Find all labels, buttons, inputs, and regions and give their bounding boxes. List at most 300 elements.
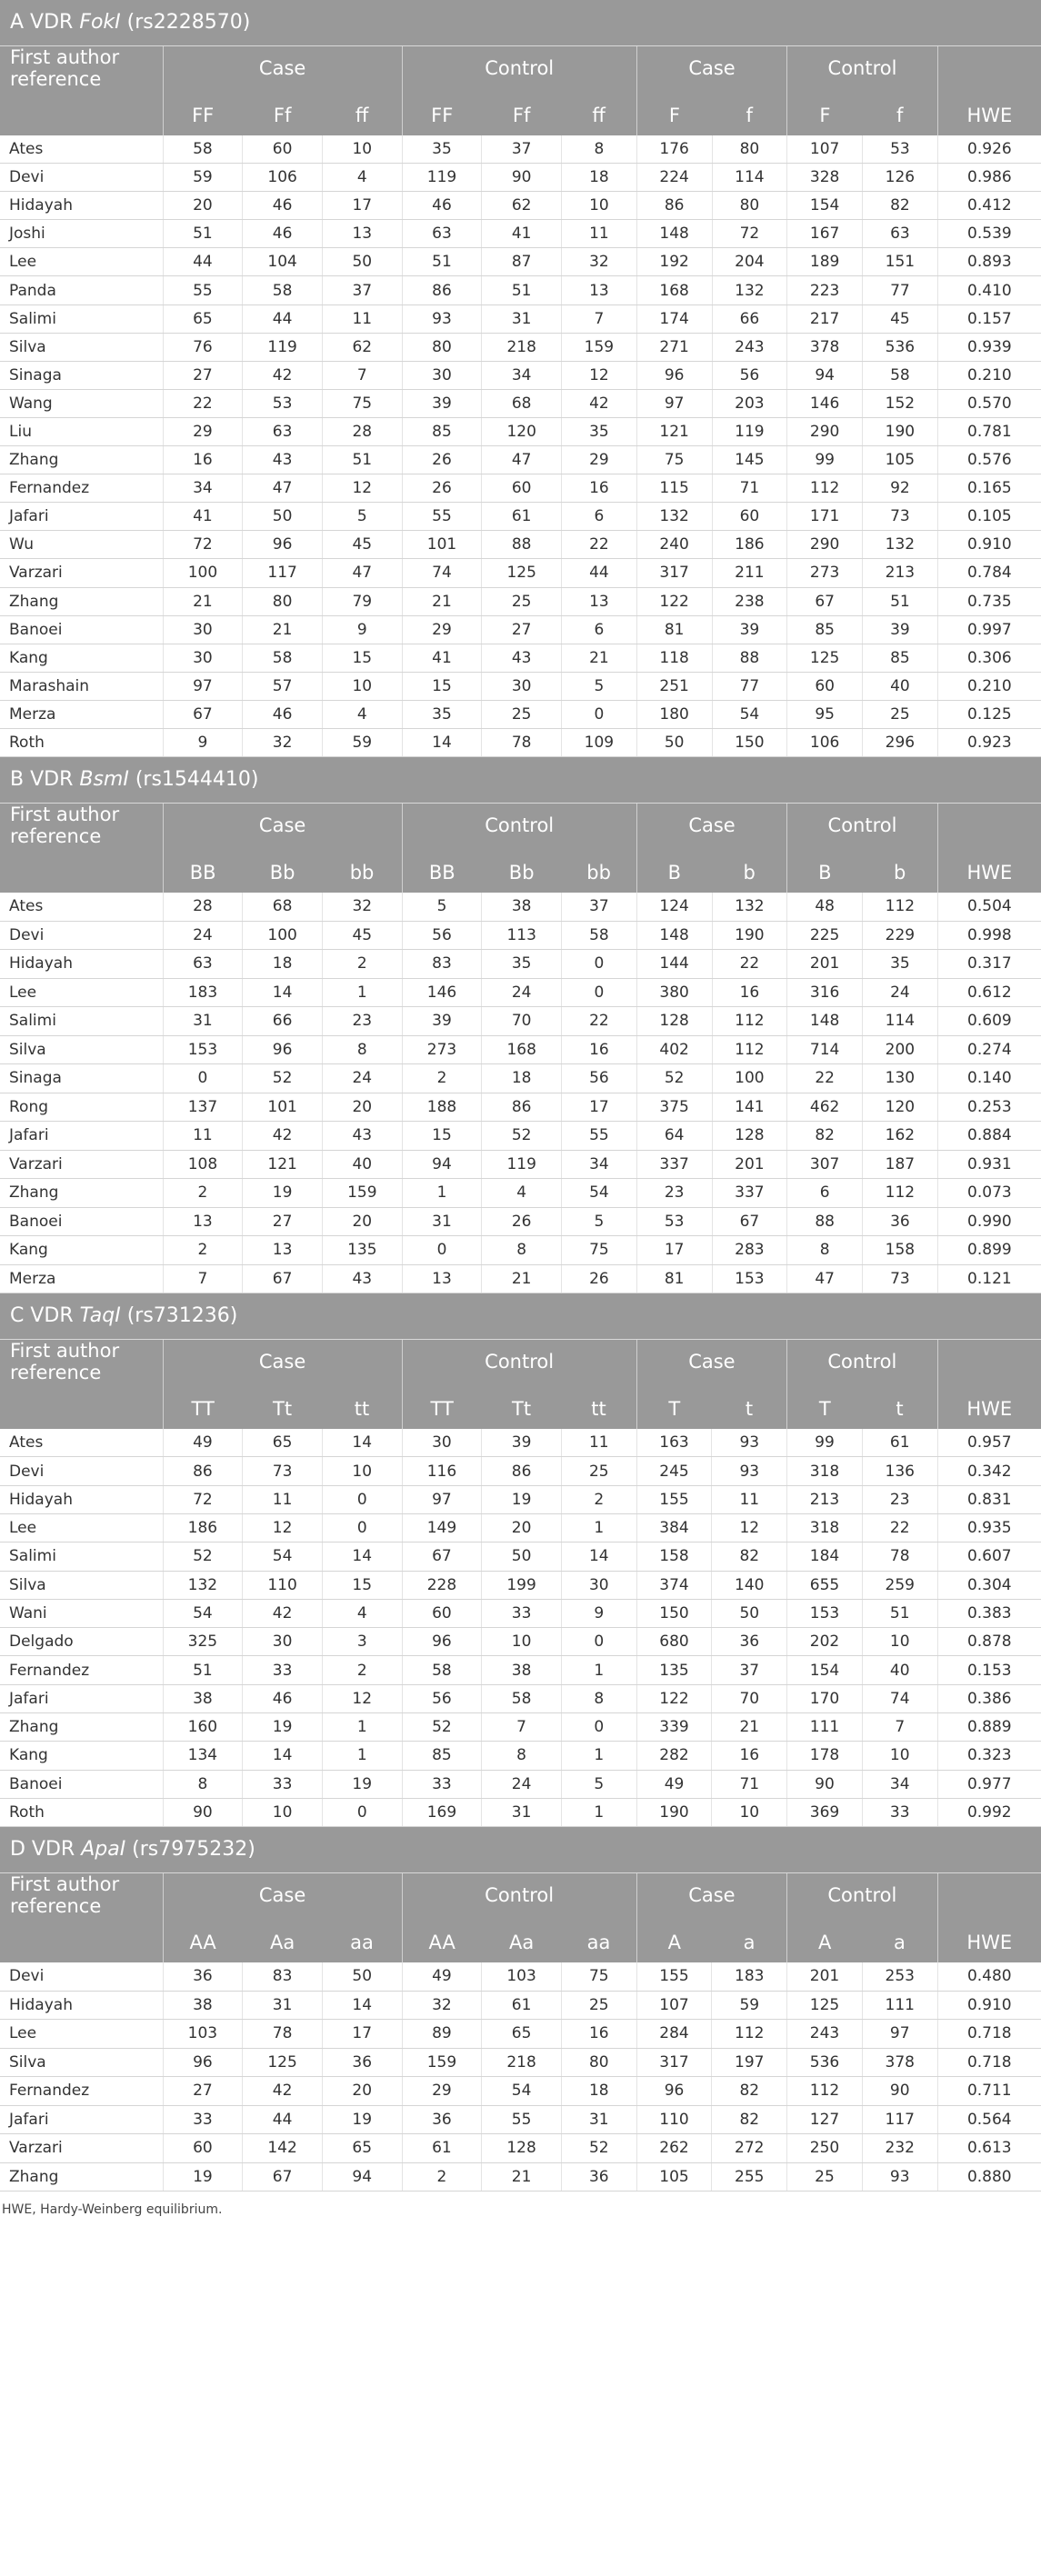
column-header: BB: [163, 847, 243, 893]
value-cell: 132: [163, 1571, 243, 1599]
author-cell: Fernandez: [0, 1656, 163, 1684]
value-cell: 14: [322, 1429, 402, 1457]
value-cell: 62: [482, 192, 562, 220]
value-cell: 57: [243, 672, 323, 700]
value-cell: 36: [561, 2162, 636, 2192]
value-cell: 325: [163, 1628, 243, 1656]
column-header: FF: [402, 90, 482, 135]
value-cell: 41: [402, 644, 482, 672]
value-cell: 106: [787, 728, 863, 756]
panel-label: A VDR: [10, 11, 80, 35]
column-header: FF: [163, 90, 243, 135]
value-cell: 60: [482, 474, 562, 503]
value-cell: 21: [243, 615, 323, 644]
value-cell: 33: [243, 1656, 323, 1684]
author-cell: Silva: [0, 333, 163, 361]
rs-id: (rs7975232): [125, 1838, 255, 1862]
value-cell: 2: [561, 1485, 636, 1513]
value-cell: 96: [636, 2077, 712, 2106]
value-cell: 61: [402, 2134, 482, 2163]
value-cell: 0.998: [937, 921, 1041, 950]
value-cell: 5: [562, 672, 637, 700]
value-cell: 52: [636, 1064, 712, 1093]
value-cell: 137: [163, 1093, 243, 1122]
value-cell: 9: [163, 728, 243, 756]
value-cell: 14: [402, 728, 482, 756]
value-cell: 163: [636, 1429, 712, 1457]
table-row: [0, 2105, 1041, 2134]
value-cell: 34: [862, 1770, 937, 1798]
value-cell: 60: [243, 135, 323, 164]
value-cell: 112: [712, 1035, 787, 1064]
value-cell: 148: [636, 921, 712, 950]
value-cell: 18: [243, 950, 323, 979]
value-cell: 97: [636, 389, 712, 417]
value-cell: 19: [482, 1485, 562, 1513]
value-cell: 0: [562, 700, 637, 728]
value-cell: 60: [787, 672, 863, 700]
value-cell: 82: [863, 192, 938, 220]
value-cell: 655: [787, 1571, 863, 1599]
value-cell: 0.831: [937, 1485, 1041, 1513]
value-cell: 6: [787, 1179, 863, 1208]
value-cell: 140: [712, 1571, 787, 1599]
value-cell: 49: [163, 1429, 243, 1457]
value-cell: 41: [163, 503, 243, 531]
value-cell: 119: [482, 1150, 562, 1179]
rs-id: (rs1544410): [128, 768, 259, 792]
value-cell: 4: [322, 1599, 402, 1627]
value-cell: 82: [787, 1122, 863, 1151]
value-cell: 61: [862, 1429, 937, 1457]
value-cell: 149: [402, 1513, 482, 1542]
table-panel: [0, 757, 1041, 1293]
value-cell: 50: [636, 728, 712, 756]
table-row: [0, 1742, 1041, 1770]
table-row: [0, 587, 1041, 615]
author-cell: Jafari: [0, 503, 163, 531]
author-cell: Devi: [0, 1962, 163, 1992]
value-cell: 63: [402, 220, 482, 248]
value-cell: 122: [636, 587, 712, 615]
value-cell: 111: [787, 1713, 863, 1742]
value-cell: 5: [562, 1207, 637, 1236]
value-cell: 10: [862, 1628, 937, 1656]
value-cell: 78: [482, 728, 562, 756]
value-cell: 42: [243, 1599, 323, 1627]
value-cell: 30: [163, 644, 243, 672]
value-cell: 0: [562, 950, 637, 979]
value-cell: 148: [636, 220, 712, 248]
value-cell: 71: [712, 474, 787, 503]
value-cell: 116: [402, 1457, 482, 1485]
value-cell: 125: [243, 2048, 323, 2077]
value-cell: 262: [636, 2134, 712, 2163]
value-cell: 46: [243, 700, 323, 728]
value-cell: 0.718: [937, 2048, 1041, 2077]
value-cell: 228: [402, 1571, 482, 1599]
value-cell: 5: [402, 893, 482, 922]
value-cell: 85: [402, 417, 482, 445]
value-cell: 188: [402, 1093, 482, 1122]
header-group: Case: [636, 45, 787, 90]
value-cell: 67: [243, 2162, 323, 2192]
value-cell: 201: [787, 950, 863, 979]
value-cell: 101: [402, 531, 482, 559]
author-cell: Varzari: [0, 2134, 163, 2163]
value-cell: 44: [243, 2105, 323, 2134]
value-cell: 135: [322, 1236, 402, 1265]
value-cell: 26: [482, 1207, 562, 1236]
value-cell: 27: [482, 615, 562, 644]
value-cell: 155: [636, 1962, 712, 1992]
value-cell: 317: [636, 559, 712, 587]
panel-title: [0, 0, 1041, 45]
value-cell: 93: [712, 1429, 787, 1457]
value-cell: 90: [787, 1770, 863, 1798]
table-row: [0, 1035, 1041, 1064]
value-cell: 22: [712, 950, 787, 979]
value-cell: 273: [787, 559, 863, 587]
header-group: Control: [402, 1339, 636, 1383]
table-row: [0, 474, 1041, 503]
value-cell: 5: [322, 503, 402, 531]
value-cell: 8: [322, 1035, 402, 1064]
value-cell: 0.711: [937, 2077, 1041, 2106]
value-cell: 38: [482, 1656, 562, 1684]
value-cell: 30: [402, 361, 482, 389]
value-cell: 0.480: [937, 1962, 1041, 1992]
value-cell: 100: [243, 921, 323, 950]
value-cell: 11: [561, 1429, 636, 1457]
column-header: F: [787, 90, 863, 135]
rs-id: (rs2228570): [120, 11, 251, 35]
value-cell: 21: [482, 2162, 562, 2192]
table-row: [0, 1684, 1041, 1712]
table-row: [0, 1236, 1041, 1265]
value-cell: 5: [561, 1770, 636, 1798]
value-cell: 76: [163, 333, 243, 361]
table-row: [0, 893, 1041, 922]
value-cell: 8: [562, 135, 637, 164]
value-cell: 34: [163, 474, 243, 503]
value-cell: 55: [482, 2105, 562, 2134]
value-cell: 45: [863, 305, 938, 333]
column-header: Bb: [482, 847, 562, 893]
value-cell: 0.899: [937, 1236, 1041, 1265]
value-cell: 318: [787, 1513, 863, 1542]
value-cell: 10: [322, 135, 402, 164]
value-cell: 318: [787, 1457, 863, 1485]
author-cell: Panda: [0, 276, 163, 305]
value-cell: 16: [712, 978, 787, 1007]
table-row: [0, 1962, 1041, 1992]
value-cell: 21: [482, 1264, 562, 1293]
value-cell: 178: [787, 1742, 863, 1770]
value-cell: 202: [787, 1628, 863, 1656]
value-cell: 369: [787, 1798, 863, 1826]
value-cell: 37: [482, 135, 562, 164]
value-cell: 183: [712, 1962, 787, 1992]
value-cell: 0.274: [937, 1035, 1041, 1064]
value-cell: 10: [322, 1457, 402, 1485]
value-cell: 63: [163, 950, 243, 979]
value-cell: 107: [636, 1991, 712, 2020]
value-cell: 17: [562, 1093, 637, 1122]
value-cell: 0.612: [937, 978, 1041, 1007]
column-header: Tt: [482, 1383, 562, 1429]
value-cell: 170: [787, 1684, 863, 1712]
value-cell: 4: [482, 1179, 562, 1208]
value-cell: 112: [712, 2020, 787, 2049]
value-cell: 63: [863, 220, 938, 248]
table-row: [0, 1485, 1041, 1513]
value-cell: 13: [322, 220, 402, 248]
value-cell: 96: [636, 361, 712, 389]
value-cell: 7: [482, 1713, 562, 1742]
value-cell: 38: [163, 1991, 243, 2020]
value-cell: 190: [863, 417, 938, 445]
value-cell: 110: [243, 1571, 323, 1599]
value-cell: 75: [322, 389, 402, 417]
value-cell: 0.317: [937, 950, 1041, 979]
value-cell: 0.878: [937, 1628, 1041, 1656]
value-cell: 8: [482, 1742, 562, 1770]
value-cell: 39: [863, 615, 938, 644]
value-cell: 217: [787, 305, 863, 333]
table-row: [0, 978, 1041, 1007]
value-cell: 105: [863, 446, 938, 474]
value-cell: 0.165: [937, 474, 1041, 503]
value-cell: 124: [636, 893, 712, 922]
table-row: [0, 446, 1041, 474]
value-cell: 43: [322, 1264, 402, 1293]
value-cell: 22: [862, 1513, 937, 1542]
value-cell: 54: [562, 1179, 637, 1208]
value-cell: 112: [787, 2077, 863, 2106]
value-cell: 10: [862, 1742, 937, 1770]
table-row: [0, 333, 1041, 361]
value-cell: 251: [636, 672, 712, 700]
value-cell: 18: [561, 2077, 636, 2106]
value-cell: 23: [322, 1007, 402, 1036]
value-cell: 50: [322, 248, 402, 276]
value-cell: 169: [402, 1798, 482, 1826]
column-header: HWE: [937, 1917, 1041, 1962]
value-cell: 110: [636, 2105, 712, 2134]
value-cell: 56: [402, 921, 482, 950]
value-cell: 90: [163, 1798, 243, 1826]
value-cell: 19: [322, 2105, 402, 2134]
value-cell: 85: [787, 615, 863, 644]
value-cell: 59: [712, 1991, 787, 2020]
column-header: F: [636, 90, 712, 135]
header-group: Control: [787, 1872, 937, 1917]
value-cell: 23: [636, 1179, 712, 1208]
value-cell: 328: [787, 164, 863, 192]
value-cell: 72: [163, 531, 243, 559]
header-group: Case: [636, 1872, 786, 1917]
value-cell: 54: [163, 1599, 243, 1627]
value-cell: 50: [322, 1962, 402, 1992]
value-cell: 20: [322, 1207, 402, 1236]
value-cell: 32: [562, 248, 637, 276]
header-group: Control: [787, 45, 938, 90]
column-header: a: [712, 1917, 787, 1962]
value-cell: 29: [402, 615, 482, 644]
author-cell: Roth: [0, 728, 163, 756]
value-cell: 29: [402, 2077, 482, 2106]
value-cell: 253: [862, 1962, 937, 1992]
value-cell: 53: [636, 1207, 712, 1236]
value-cell: 71: [712, 1770, 787, 1798]
value-cell: 16: [163, 446, 243, 474]
value-cell: 13: [562, 587, 637, 615]
value-cell: 83: [402, 950, 482, 979]
value-cell: 154: [787, 192, 863, 220]
value-cell: 29: [562, 446, 637, 474]
value-cell: 109: [562, 728, 637, 756]
value-cell: 30: [482, 672, 562, 700]
value-cell: 75: [562, 1236, 637, 1265]
value-cell: 18: [562, 164, 637, 192]
value-cell: 0: [402, 1236, 482, 1265]
value-cell: 55: [562, 1122, 637, 1151]
value-cell: 104: [243, 248, 323, 276]
table-row: [0, 276, 1041, 305]
value-cell: 48: [787, 893, 863, 922]
value-cell: 67: [163, 700, 243, 728]
value-cell: 1: [561, 1742, 636, 1770]
column-header: ff: [562, 90, 637, 135]
column-header: tt: [322, 1383, 402, 1429]
author-cell: Ates: [0, 135, 163, 164]
value-cell: 72: [712, 220, 787, 248]
value-cell: 153: [712, 1264, 787, 1293]
value-cell: 31: [163, 1007, 243, 1036]
value-cell: 37: [322, 276, 402, 305]
table-row: [0, 248, 1041, 276]
value-cell: 201: [712, 1150, 787, 1179]
table-row: [0, 644, 1041, 672]
value-cell: 225: [787, 921, 863, 950]
header-group: Control: [402, 1872, 636, 1917]
column-header: Aa: [243, 1917, 323, 1962]
value-cell: 159: [402, 2048, 482, 2077]
author-cell: Sinaga: [0, 361, 163, 389]
value-cell: 378: [862, 2048, 937, 2077]
author-cell: Zhang: [0, 1713, 163, 1742]
value-cell: 0.383: [937, 1599, 1041, 1627]
header-author: First author reference: [0, 45, 163, 90]
value-cell: 0.153: [937, 1656, 1041, 1684]
value-cell: 27: [243, 1207, 323, 1236]
value-cell: 113: [482, 921, 562, 950]
value-cell: 378: [787, 333, 863, 361]
table-row: [0, 389, 1041, 417]
value-cell: 0.576: [937, 446, 1041, 474]
value-cell: 0.607: [937, 1543, 1041, 1571]
value-cell: 176: [636, 135, 712, 164]
value-cell: 17: [322, 192, 402, 220]
value-cell: 94: [787, 361, 863, 389]
value-cell: 90: [862, 2077, 937, 2106]
value-cell: 61: [482, 503, 562, 531]
value-cell: 24: [322, 1064, 402, 1093]
value-cell: 125: [787, 1991, 863, 2020]
value-cell: 52: [243, 1064, 323, 1093]
value-cell: 36: [163, 1962, 243, 1992]
author-cell: Hidayah: [0, 1991, 163, 2020]
value-cell: 50: [243, 503, 323, 531]
value-cell: 186: [712, 531, 787, 559]
value-cell: 153: [163, 1035, 243, 1064]
value-cell: 60: [163, 2134, 243, 2163]
value-cell: 128: [482, 2134, 562, 2163]
value-cell: 132: [712, 276, 787, 305]
column-header: B: [636, 847, 712, 893]
value-cell: 0.884: [937, 1122, 1041, 1151]
value-cell: 0.880: [937, 2162, 1041, 2192]
value-cell: 380: [636, 978, 712, 1007]
value-cell: 51: [482, 276, 562, 305]
author-cell: Varzari: [0, 559, 163, 587]
table-row: [0, 1713, 1041, 1742]
value-cell: 46: [243, 220, 323, 248]
value-cell: 0.939: [937, 333, 1041, 361]
value-cell: 0: [562, 978, 637, 1007]
gene-name: BsmI: [79, 768, 129, 792]
value-cell: 21: [402, 587, 482, 615]
value-cell: 145: [712, 446, 787, 474]
column-header: TT: [163, 1383, 243, 1429]
value-cell: 38: [482, 893, 562, 922]
value-cell: 47: [243, 474, 323, 503]
value-cell: 0.609: [937, 1007, 1041, 1036]
value-cell: 290: [787, 531, 863, 559]
value-cell: 97: [163, 672, 243, 700]
value-cell: 42: [243, 1122, 323, 1151]
value-cell: 86: [636, 192, 712, 220]
value-cell: 39: [402, 1007, 482, 1036]
value-cell: 162: [863, 1122, 938, 1151]
value-cell: 47: [322, 559, 402, 587]
value-cell: 0.157: [937, 305, 1041, 333]
value-cell: 119: [243, 333, 323, 361]
value-cell: 47: [787, 1264, 863, 1293]
value-cell: 74: [862, 1684, 937, 1712]
value-cell: 284: [636, 2020, 712, 2049]
value-cell: 51: [322, 446, 402, 474]
value-cell: 93: [862, 2162, 937, 2192]
value-cell: 7: [862, 1713, 937, 1742]
value-cell: 125: [482, 559, 562, 587]
value-cell: 121: [243, 1150, 323, 1179]
value-cell: 37: [712, 1656, 787, 1684]
value-cell: 0: [322, 1513, 402, 1542]
value-cell: 58: [243, 276, 323, 305]
value-cell: 10: [562, 192, 637, 220]
value-cell: 0.957: [937, 1429, 1041, 1457]
value-cell: 0: [322, 1485, 402, 1513]
value-cell: 51: [863, 587, 938, 615]
value-cell: 29: [163, 417, 243, 445]
value-cell: 86: [482, 1457, 562, 1485]
value-cell: 12: [243, 1513, 323, 1542]
value-cell: 402: [636, 1035, 712, 1064]
table-row: [0, 1798, 1041, 1826]
author-cell: Silva: [0, 1035, 163, 1064]
